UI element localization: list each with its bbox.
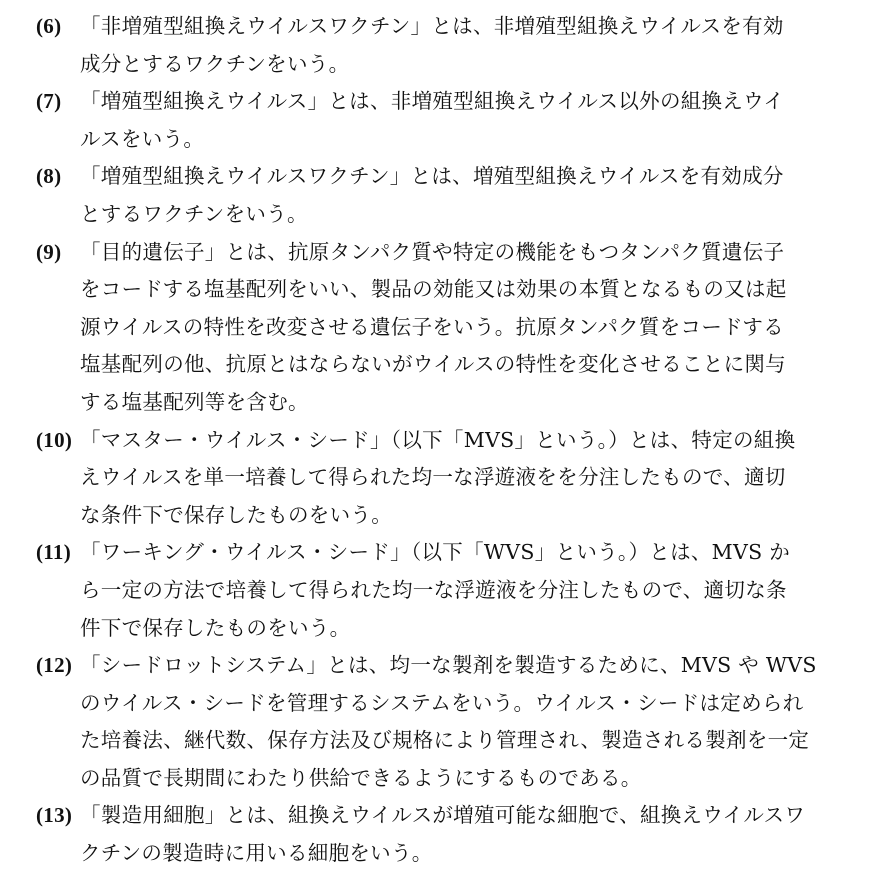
- item-number: (9): [36, 239, 62, 264]
- definition-text: 「マスター・ウイルス・シード」（以下「MVS」という。）とは、特定の組換: [80, 427, 796, 452]
- definition-text: 成分とするワクチンをいう。: [80, 51, 350, 76]
- item-number: (8): [36, 164, 62, 189]
- definition-text: をコードする塩基配列をいい、製品の効能又は効果の本質となるもの又は起: [80, 277, 787, 302]
- item-number: (13): [36, 803, 73, 828]
- definition-item-8: [36, 158, 852, 233]
- definition-line: [36, 722, 852, 760]
- definition-text: のウイルス・シードを管理するシステムをいう。ウイルス・シードは定められ: [80, 690, 804, 715]
- item-number: (12): [36, 653, 73, 678]
- definition-item-11: [36, 534, 852, 647]
- definition-line: [36, 497, 852, 535]
- definition-item-13: [36, 797, 852, 872]
- definition-line: [36, 422, 852, 460]
- definition-text: 源ウイルスの特性を改変させる遺伝子をいう。抗原タンパク質をコードする: [80, 314, 784, 339]
- definition-line: [36, 459, 852, 497]
- definition-item-6: [36, 8, 852, 83]
- definition-line: [36, 797, 852, 835]
- definition-text: クチンの製造時に用いる細胞をいう。: [80, 841, 433, 866]
- definition-text: えウイルスを単一培養して得られた均一な浮遊液をを分注したもので、適切: [80, 465, 786, 490]
- definition-text: 「増殖型組換えウイルスワクチン」とは、増殖型組換えウイルスを有効成分: [80, 164, 784, 189]
- definition-text: 「ワーキング・ウイルス・シード」（以下「WVS」という。）とは、MVS か: [80, 540, 791, 565]
- definition-line: [36, 196, 852, 234]
- definition-text: 件下で保存したものをいう。: [80, 615, 351, 640]
- definition-line: [36, 685, 852, 723]
- definition-line: [36, 346, 852, 384]
- item-number: (11): [36, 540, 72, 565]
- definition-line: [36, 121, 852, 159]
- definition-text: 「製造用細胞」とは、組換えウイルスが増殖可能な細胞で、組換えウイルスワ: [80, 803, 806, 828]
- definition-line: [36, 309, 852, 347]
- definition-line: [36, 46, 852, 84]
- definition-text: する塩基配列等を含む。: [80, 389, 309, 414]
- definition-text: た培養法、継代数、保存方法及び規格により管理され、製造される製剤を一定: [80, 728, 810, 753]
- definition-text: 塩基配列の他、抗原とはならないがウイルスの特性を変化させることに関与: [80, 352, 786, 377]
- definition-text: 「非増殖型組換えウイルスワクチン」とは、非増殖型組換えウイルスを有効: [80, 14, 784, 38]
- definition-line: [36, 384, 852, 422]
- definition-line: [36, 835, 852, 873]
- definition-item-10: [36, 422, 852, 535]
- definition-line: [36, 610, 852, 648]
- definition-line: [36, 572, 852, 610]
- definition-text: 「目的遺伝子」とは、抗原タンパク質や特定の機能をもつタンパク質遺伝子: [80, 239, 785, 264]
- definition-text: ら一定の方法で培養して得られた均一な浮遊液を分注したもので、適切な条: [80, 577, 787, 602]
- definition-text: な条件下で保存したものをいう。: [80, 502, 392, 527]
- item-number: (7): [36, 89, 62, 114]
- item-number: (6): [36, 14, 62, 38]
- definitions-document: [36, 8, 852, 873]
- definition-line: [36, 534, 852, 572]
- definition-line: [36, 83, 852, 121]
- definition-item-7: [36, 83, 852, 158]
- definition-text: 「シードロットシステム」とは、均一な製剤を製造するために、MVS や WVS: [80, 653, 817, 678]
- definition-line: [36, 271, 852, 309]
- definition-line: [36, 158, 852, 196]
- item-number: (10): [36, 427, 73, 452]
- definition-line: [36, 647, 852, 685]
- definition-line: [36, 760, 852, 798]
- definition-text: とするワクチンをいう。: [80, 201, 308, 226]
- definition-text: の品質で長期間にわたり供給できるようにするものである。: [80, 765, 642, 790]
- definition-text: 「増殖型組換えウイルス」とは、非増殖型組換えウイルス以外の組換えウイ: [80, 89, 785, 114]
- definition-line: [36, 234, 852, 272]
- definition-item-9: [36, 234, 852, 422]
- definition-line: [36, 8, 852, 46]
- definition-item-12: [36, 647, 852, 797]
- definition-text: ルスをいう。: [80, 126, 205, 151]
